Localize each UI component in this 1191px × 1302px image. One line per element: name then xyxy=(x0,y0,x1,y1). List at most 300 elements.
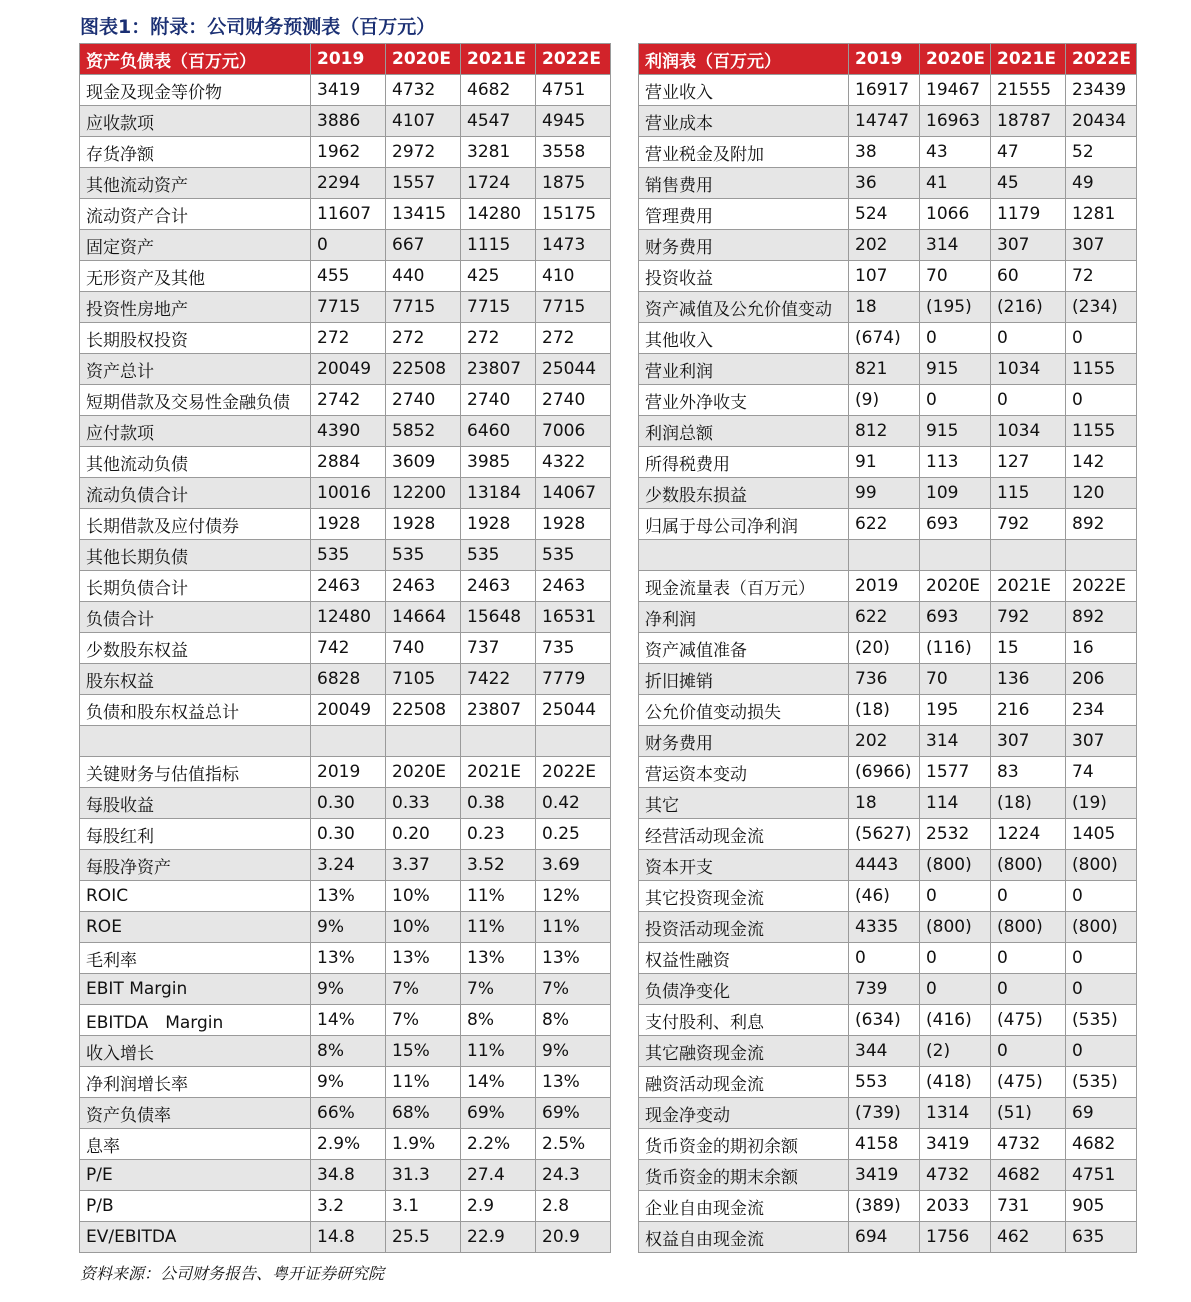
value-cell: 2740 xyxy=(461,385,536,416)
value-cell: 622 xyxy=(849,509,920,540)
value-cell: 20.9 xyxy=(536,1222,611,1253)
value-cell: (800) xyxy=(991,912,1066,943)
value-cell: 0 xyxy=(920,323,991,354)
value-cell: 1928 xyxy=(311,509,386,540)
row-label: 管理费用 xyxy=(639,199,849,230)
table-row xyxy=(80,75,1137,106)
column-gap xyxy=(611,1005,639,1036)
row-label: 投资收益 xyxy=(639,261,849,292)
row-label: 其它 xyxy=(639,788,849,819)
table-row xyxy=(80,509,1137,540)
value-cell: 0 xyxy=(991,323,1066,354)
value-cell: 202 xyxy=(849,230,920,261)
value-cell: 49 xyxy=(1066,168,1137,199)
value-cell: (5627) xyxy=(849,819,920,850)
header-cell: 2019 xyxy=(311,44,386,75)
value-cell: 2033 xyxy=(920,1191,991,1222)
table-row xyxy=(80,1036,1137,1067)
value-cell: 83 xyxy=(991,757,1066,788)
value-cell: (6966) xyxy=(849,757,920,788)
value-cell: 1724 xyxy=(461,168,536,199)
value-cell: 635 xyxy=(1066,1222,1137,1253)
value-cell: 66% xyxy=(311,1098,386,1129)
value-cell: 107 xyxy=(849,261,920,292)
table-row xyxy=(80,757,1137,788)
table-row xyxy=(80,354,1137,385)
value-cell: 307 xyxy=(1066,726,1137,757)
column-gap xyxy=(611,354,639,385)
value-cell: 115 xyxy=(991,478,1066,509)
row-label: 负债合计 xyxy=(80,602,311,633)
value-cell: (216) xyxy=(991,292,1066,323)
table-row xyxy=(80,106,1137,137)
value-cell: 1473 xyxy=(536,230,611,261)
table-row xyxy=(80,416,1137,447)
row-label: 资产总计 xyxy=(80,354,311,385)
value-cell: (475) xyxy=(991,1067,1066,1098)
value-cell: 2532 xyxy=(920,819,991,850)
column-gap xyxy=(611,943,639,974)
value-cell: (535) xyxy=(1066,1067,1137,1098)
value-cell: 1.9% xyxy=(386,1129,461,1160)
value-cell: 69 xyxy=(1066,1098,1137,1129)
row-label: 长期股权投资 xyxy=(80,323,311,354)
column-gap xyxy=(611,1098,639,1129)
value-cell: 3.52 xyxy=(461,850,536,881)
table-row xyxy=(80,571,1137,602)
row-label: 投资性房地产 xyxy=(80,292,311,323)
value-cell: 0 xyxy=(1066,881,1137,912)
value-cell: 1314 xyxy=(920,1098,991,1129)
value-cell: (800) xyxy=(920,850,991,881)
value-cell: 27.4 xyxy=(461,1160,536,1191)
value-cell: 737 xyxy=(461,633,536,664)
value-cell: (535) xyxy=(1066,1005,1137,1036)
value-cell: 15 xyxy=(991,633,1066,664)
value-cell: 3985 xyxy=(461,447,536,478)
value-cell: 36 xyxy=(849,168,920,199)
value-cell: 1405 xyxy=(1066,819,1137,850)
value-cell: 735 xyxy=(536,633,611,664)
value-cell: 915 xyxy=(920,416,991,447)
value-cell: 1155 xyxy=(1066,354,1137,385)
value-cell xyxy=(311,726,386,757)
value-cell: 2.9 xyxy=(461,1191,536,1222)
value-cell: 0.30 xyxy=(311,788,386,819)
value-cell xyxy=(849,540,920,571)
table-row xyxy=(80,943,1137,974)
value-cell: 915 xyxy=(920,354,991,385)
value-cell: 4107 xyxy=(386,106,461,137)
table-row xyxy=(80,1160,1137,1191)
value-cell: 7715 xyxy=(536,292,611,323)
value-cell: 440 xyxy=(386,261,461,292)
value-cell: 4732 xyxy=(991,1129,1066,1160)
financial-forecast-table xyxy=(79,43,1137,1253)
value-cell: 2022E xyxy=(536,757,611,788)
value-cell: 20434 xyxy=(1066,106,1137,137)
row-label: ROE xyxy=(80,912,311,943)
value-cell: 0 xyxy=(920,881,991,912)
row-label: 存货净额 xyxy=(80,137,311,168)
value-cell: 272 xyxy=(386,323,461,354)
row-label: 权益性融资 xyxy=(639,943,849,974)
value-cell: (800) xyxy=(920,912,991,943)
table-row xyxy=(80,850,1137,881)
value-cell: 11607 xyxy=(311,199,386,230)
value-cell: 2.5% xyxy=(536,1129,611,1160)
value-cell: (739) xyxy=(849,1098,920,1129)
value-cell: 0 xyxy=(920,974,991,1005)
value-cell: 5852 xyxy=(386,416,461,447)
value-cell: (46) xyxy=(849,881,920,912)
value-cell: 1066 xyxy=(920,199,991,230)
value-cell: 16 xyxy=(1066,633,1137,664)
row-label: 少数股东损益 xyxy=(639,478,849,509)
value-cell: 2740 xyxy=(386,385,461,416)
value-cell: (800) xyxy=(991,850,1066,881)
value-cell: 14% xyxy=(461,1067,536,1098)
row-label: 公允价值变动损失 xyxy=(639,695,849,726)
column-gap xyxy=(611,478,639,509)
value-cell: 1928 xyxy=(536,509,611,540)
row-label: 财务费用 xyxy=(639,726,849,757)
value-cell: 455 xyxy=(311,261,386,292)
value-cell: 136 xyxy=(991,664,1066,695)
value-cell: 7% xyxy=(386,1005,461,1036)
column-gap xyxy=(611,44,639,75)
value-cell: (800) xyxy=(1066,912,1137,943)
header-cell: 利润表（百万元） xyxy=(639,44,849,75)
figure-title: 图表1：附录：公司财务预测表（百万元） xyxy=(80,16,436,38)
value-cell: 0 xyxy=(920,943,991,974)
value-cell: (18) xyxy=(849,695,920,726)
value-cell: 142 xyxy=(1066,447,1137,478)
value-cell: 307 xyxy=(991,230,1066,261)
value-cell: 70 xyxy=(920,664,991,695)
value-cell: 3.24 xyxy=(311,850,386,881)
value-cell: 0.23 xyxy=(461,819,536,850)
value-cell: 6828 xyxy=(311,664,386,695)
value-cell xyxy=(461,726,536,757)
value-cell: 19467 xyxy=(920,75,991,106)
value-cell: 0 xyxy=(1066,943,1137,974)
value-cell: 25.5 xyxy=(386,1222,461,1253)
table-row xyxy=(80,292,1137,323)
row-label: 营业外净收支 xyxy=(639,385,849,416)
header-cell: 2021E xyxy=(461,44,536,75)
value-cell: (195) xyxy=(920,292,991,323)
value-cell: 4751 xyxy=(536,75,611,106)
value-cell: 667 xyxy=(386,230,461,261)
value-cell: 821 xyxy=(849,354,920,385)
value-cell: 524 xyxy=(849,199,920,230)
value-cell: 731 xyxy=(991,1191,1066,1222)
value-cell: 1179 xyxy=(991,199,1066,230)
value-cell: 8% xyxy=(461,1005,536,1036)
value-cell: 69% xyxy=(536,1098,611,1129)
value-cell: 23439 xyxy=(1066,75,1137,106)
column-gap xyxy=(611,323,639,354)
value-cell: 13% xyxy=(311,881,386,912)
value-cell: (634) xyxy=(849,1005,920,1036)
value-cell: 1962 xyxy=(311,137,386,168)
table-row xyxy=(80,478,1137,509)
value-cell: 2020E xyxy=(920,571,991,602)
table-row xyxy=(80,664,1137,695)
header-cell: 2020E xyxy=(386,44,461,75)
column-gap xyxy=(611,168,639,199)
row-label: 净利润 xyxy=(639,602,849,633)
row-label: 资产减值及公允价值变动 xyxy=(639,292,849,323)
value-cell: 9% xyxy=(311,974,386,1005)
value-cell: 7% xyxy=(461,974,536,1005)
value-cell: 3886 xyxy=(311,106,386,137)
value-cell: 535 xyxy=(461,540,536,571)
value-cell: 3419 xyxy=(920,1129,991,1160)
value-cell: 7% xyxy=(536,974,611,1005)
value-cell: 70 xyxy=(920,261,991,292)
column-gap xyxy=(611,881,639,912)
row-label: P/E xyxy=(80,1160,311,1191)
value-cell: 4322 xyxy=(536,447,611,478)
value-cell: 25044 xyxy=(536,695,611,726)
value-cell: (20) xyxy=(849,633,920,664)
column-gap xyxy=(611,1160,639,1191)
row-label: P/B xyxy=(80,1191,311,1222)
value-cell: 9% xyxy=(311,912,386,943)
value-cell: 21555 xyxy=(991,75,1066,106)
value-cell: (800) xyxy=(1066,850,1137,881)
table-row xyxy=(80,323,1137,354)
table-row xyxy=(80,137,1137,168)
table-row xyxy=(80,1191,1137,1222)
column-gap xyxy=(611,819,639,850)
value-cell: 4732 xyxy=(920,1160,991,1191)
value-cell: 7779 xyxy=(536,664,611,695)
table-row xyxy=(80,819,1137,850)
value-cell: 1756 xyxy=(920,1222,991,1253)
value-cell: 1875 xyxy=(536,168,611,199)
value-cell xyxy=(386,726,461,757)
value-cell: 16917 xyxy=(849,75,920,106)
value-cell: 2020E xyxy=(386,757,461,788)
value-cell: 307 xyxy=(1066,230,1137,261)
row-label: 利润总额 xyxy=(639,416,849,447)
value-cell: 74 xyxy=(1066,757,1137,788)
table-row xyxy=(80,633,1137,664)
value-cell: 15175 xyxy=(536,199,611,230)
value-cell: 2021E xyxy=(461,757,536,788)
value-cell: 4682 xyxy=(1066,1129,1137,1160)
value-cell: 3.37 xyxy=(386,850,461,881)
value-cell: 462 xyxy=(991,1222,1066,1253)
column-gap xyxy=(611,416,639,447)
row-label: EBIT Margin xyxy=(80,974,311,1005)
value-cell: 2463 xyxy=(461,571,536,602)
value-cell: 52 xyxy=(1066,137,1137,168)
value-cell: 3.2 xyxy=(311,1191,386,1222)
value-cell: 4751 xyxy=(1066,1160,1137,1191)
value-cell: 4945 xyxy=(536,106,611,137)
column-gap xyxy=(611,633,639,664)
value-cell: 127 xyxy=(991,447,1066,478)
value-cell: 0 xyxy=(991,881,1066,912)
value-cell: (416) xyxy=(920,1005,991,1036)
value-cell: 7% xyxy=(386,974,461,1005)
row-label: 货币资金的期初余额 xyxy=(639,1129,849,1160)
row-label: 流动负债合计 xyxy=(80,478,311,509)
header-cell: 资产负债表（百万元） xyxy=(80,44,311,75)
row-label: 权益自由现金流 xyxy=(639,1222,849,1253)
value-cell: 22.9 xyxy=(461,1222,536,1253)
value-cell: 812 xyxy=(849,416,920,447)
row-label: 股东权益 xyxy=(80,664,311,695)
value-cell: 69% xyxy=(461,1098,536,1129)
value-cell: 4682 xyxy=(991,1160,1066,1191)
row-label: 支付股利、利息 xyxy=(639,1005,849,1036)
column-gap xyxy=(611,106,639,137)
value-cell: 2740 xyxy=(536,385,611,416)
header-cell: 2020E xyxy=(920,44,991,75)
column-gap xyxy=(611,385,639,416)
value-cell: 91 xyxy=(849,447,920,478)
value-cell: 535 xyxy=(311,540,386,571)
value-cell: 0 xyxy=(991,943,1066,974)
value-cell: 24.3 xyxy=(536,1160,611,1191)
value-cell: 34.8 xyxy=(311,1160,386,1191)
value-cell: (9) xyxy=(849,385,920,416)
value-cell: 3558 xyxy=(536,137,611,168)
row-label: 所得税费用 xyxy=(639,447,849,478)
value-cell: 2463 xyxy=(536,571,611,602)
value-cell: 13% xyxy=(536,943,611,974)
value-cell: 4547 xyxy=(461,106,536,137)
value-cell: 3609 xyxy=(386,447,461,478)
value-cell: 234 xyxy=(1066,695,1137,726)
value-cell: 0 xyxy=(1066,385,1137,416)
value-cell: 272 xyxy=(311,323,386,354)
value-cell: 4443 xyxy=(849,850,920,881)
value-cell: 12480 xyxy=(311,602,386,633)
column-gap xyxy=(611,1191,639,1222)
value-cell: 68% xyxy=(386,1098,461,1129)
value-cell: 1034 xyxy=(991,416,1066,447)
header-cell: 2022E xyxy=(1066,44,1137,75)
column-gap xyxy=(611,137,639,168)
row-label: 营业成本 xyxy=(639,106,849,137)
value-cell: 14280 xyxy=(461,199,536,230)
row-label: ROIC xyxy=(80,881,311,912)
value-cell: 12200 xyxy=(386,478,461,509)
table-body xyxy=(80,44,1137,1253)
value-cell: 272 xyxy=(461,323,536,354)
value-cell: 0 xyxy=(920,385,991,416)
value-cell: 14067 xyxy=(536,478,611,509)
value-cell: 47 xyxy=(991,137,1066,168)
value-cell: 22508 xyxy=(386,354,461,385)
value-cell: 16531 xyxy=(536,602,611,633)
value-cell: 694 xyxy=(849,1222,920,1253)
value-cell: 23807 xyxy=(461,695,536,726)
value-cell: 14747 xyxy=(849,106,920,137)
value-cell: 535 xyxy=(386,540,461,571)
value-cell: (674) xyxy=(849,323,920,354)
value-cell: 2.2% xyxy=(461,1129,536,1160)
value-cell: 11% xyxy=(461,1036,536,1067)
value-cell: 20049 xyxy=(311,695,386,726)
value-cell: 18787 xyxy=(991,106,1066,137)
table-row xyxy=(80,602,1137,633)
value-cell: 13184 xyxy=(461,478,536,509)
table-row xyxy=(80,974,1137,1005)
row-label: 营业利润 xyxy=(639,354,849,385)
column-gap xyxy=(611,850,639,881)
row-label: 应收款项 xyxy=(80,106,311,137)
header-cell: 2022E xyxy=(536,44,611,75)
row-label: 长期借款及应付债券 xyxy=(80,509,311,540)
value-cell: 0.20 xyxy=(386,819,461,850)
row-label: 资本开支 xyxy=(639,850,849,881)
value-cell: 1155 xyxy=(1066,416,1137,447)
row-label: 息率 xyxy=(80,1129,311,1160)
column-gap xyxy=(611,1067,639,1098)
row-label: 其它投资现金流 xyxy=(639,881,849,912)
value-cell: 109 xyxy=(920,478,991,509)
row-label: EBITDA Margin xyxy=(80,1005,311,1036)
value-cell: 425 xyxy=(461,261,536,292)
value-cell: 3.1 xyxy=(386,1191,461,1222)
row-label: 现金净变动 xyxy=(639,1098,849,1129)
table-row xyxy=(80,695,1137,726)
table-row xyxy=(80,788,1137,819)
value-cell: 2294 xyxy=(311,168,386,199)
value-cell: 0 xyxy=(991,385,1066,416)
value-cell: 0.25 xyxy=(536,819,611,850)
value-cell: 13415 xyxy=(386,199,461,230)
value-cell: 736 xyxy=(849,664,920,695)
row-label: 资产负债率 xyxy=(80,1098,311,1129)
row-label xyxy=(80,726,311,757)
row-label: 毛利率 xyxy=(80,943,311,974)
row-label: 融资活动现金流 xyxy=(639,1067,849,1098)
value-cell: 7715 xyxy=(461,292,536,323)
column-gap xyxy=(611,230,639,261)
value-cell: 2022E xyxy=(1066,571,1137,602)
value-cell: 314 xyxy=(920,726,991,757)
table-row xyxy=(80,230,1137,261)
column-gap xyxy=(611,788,639,819)
row-label: 归属于母公司净利润 xyxy=(639,509,849,540)
value-cell: 2972 xyxy=(386,137,461,168)
value-cell: 11% xyxy=(536,912,611,943)
value-cell: 1115 xyxy=(461,230,536,261)
table-row xyxy=(80,199,1137,230)
column-gap xyxy=(611,261,639,292)
value-cell: 272 xyxy=(536,323,611,354)
value-cell: 60 xyxy=(991,261,1066,292)
value-cell: 307 xyxy=(991,726,1066,757)
value-cell: 622 xyxy=(849,602,920,633)
column-gap xyxy=(611,1222,639,1253)
value-cell: 99 xyxy=(849,478,920,509)
value-cell: 4335 xyxy=(849,912,920,943)
value-cell: 1281 xyxy=(1066,199,1137,230)
value-cell: 0.33 xyxy=(386,788,461,819)
value-cell: 535 xyxy=(536,540,611,571)
row-label: 资产减值准备 xyxy=(639,633,849,664)
value-cell: 31.3 xyxy=(386,1160,461,1191)
